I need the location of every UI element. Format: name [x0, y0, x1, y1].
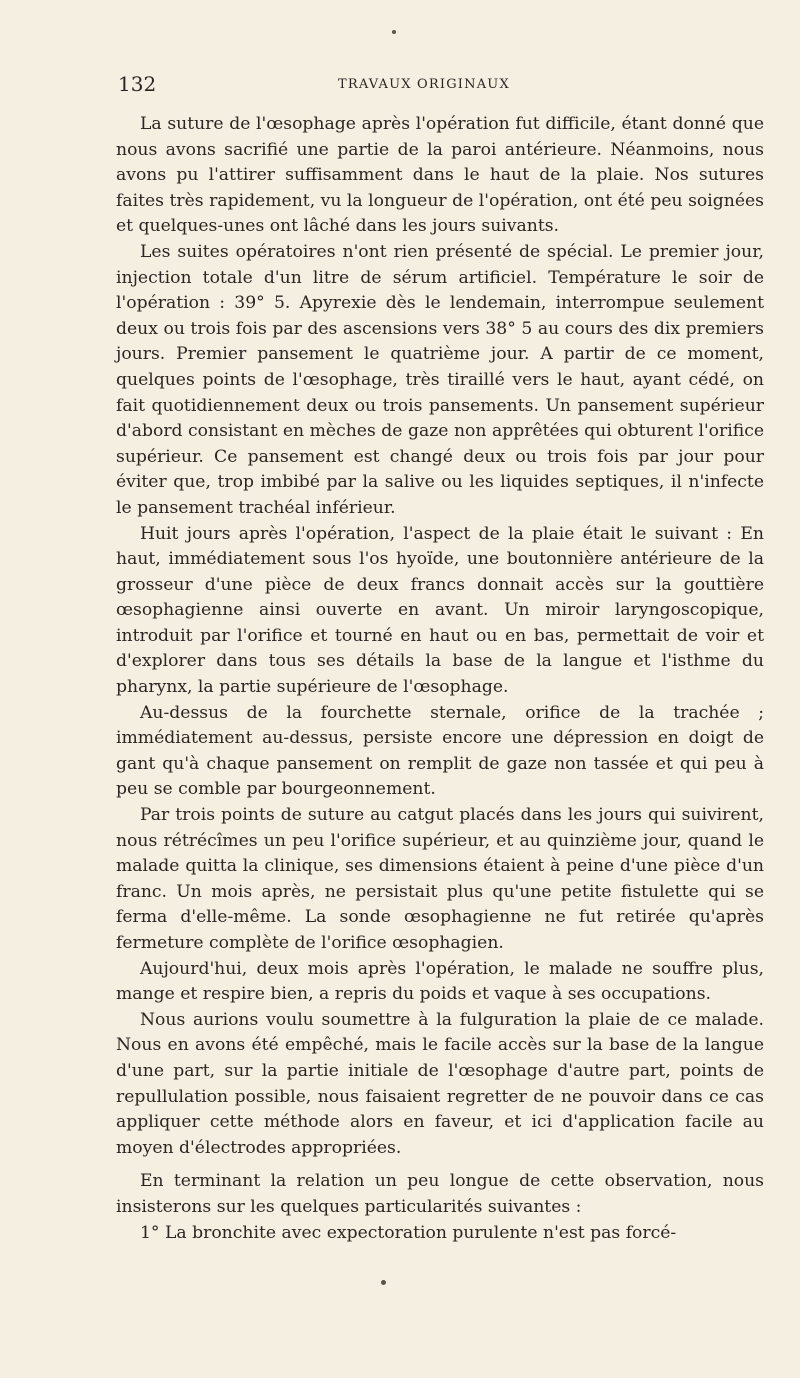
paragraph-points-de-suture: Par trois points de suture au catgut placés dans les jours qui suivirent, nous rétrécîmes un peu l'orifice supérieur, et au quinzième jour, quand le malade quitta la clinique, ses dimensions étaient à peine d'une pièce d'un franc. Un mois après, ne persistait plus qu'une petite fistulette qui se ferma d'elle-même. La sonde œsophagienne ne fut retirée qu'après fermeture complète de l'orifice œsophagien.: [116, 805, 764, 953]
running-title: TRAVAUX ORIGINAUX: [338, 77, 510, 92]
paragraph-huit-jours: Huit jours après l'opération, l'aspect de la plaie était le suivant : En haut, immédiatement sous l'os hyoïde, une boutonnière antérieure de la grosseur d'une pièce de deux francs donnait accès sur la gouttière œsophagienne ainsi ouverte en avant. Un miroir laryngoscopique, introduit par l'orifice et tourné en haut ou en bas, permettait de voir et d'explorer dans tous ses détails la base de la langue et l'isthme du pharynx, la partie supérieure de l'œsophage.: [116, 523, 764, 698]
body-text: [116, 112, 764, 1246]
paragraph-fourchette-sternale: Au-dessus de la fourchette sternale, orifice de la trachée ; immédiatement au-dessus, persiste encore une dépression en doigt de gant qu'à chaque pansement on remplit de gaze non tassée et qui peu à peu se comble par bourgeonnement.: [116, 702, 764, 800]
paragraph-en-terminant: En terminant la relation un peu longue de cette observation, nous insisterons sur les quelques particularités suivantes :: [116, 1171, 764, 1217]
paragraph-suites-operatoires: Les suites opératoires n'ont rien présenté de spécial. Le premier jour, injection totale d'un litre de sérum artificiel. Température le soir de l'opération : 39° 5. Apyrexie dès le lendemain, interrompue seulement deux ou trois fois par des ascensions vers 38° 5 au cours des dix premiers jours. Premier pansement le quatrième jour. A partir de ce moment, quelques points de l'œsophage, très tiraillé vers le haut, ayant cédé, on fait quotidiennement deux ou trois pansements. Un pansement supérieur d'abord consistant en mèches de gaze non apprêtées qui obturent l'orifice supérieur. Ce pansement est changé deux ou trois fois par jour pour éviter que, trop imbibé par la salive ou les liquides septiques, il n'infecte le pansement trachéal inférieur.: [116, 241, 764, 518]
paragraph-suture: La suture de l'œsophage après l'opération fut difficile, étant donné que nous avons sacrifié une partie de la paroi antérieure. Néanmoins, nous avons pu l'attirer suffisamment dans le haut de la plaie. Nos sutures faites très rapidement, vu la longueur de l'opération, ont été peu soignées et quelques-unes ont lâché dans les jours suivants.: [116, 114, 764, 237]
page-number: 132: [118, 72, 157, 96]
paragraph-fulguration: Nous aurions voulu soumettre à la fulguration la plaie de ce malade. Nous en avons été empêché, mais le facile accès sur la base de la langue d'une part, sur la partie initiale de l'œsophage d'autre part, points de repullulation possible, nous faisaient regretter de ne pouvoir dans ce cas appliquer cette méthode alors en faveur, et ici d'application facile au moyen d'électrodes appropriées.: [116, 1009, 764, 1158]
page-header: [118, 72, 758, 102]
printing-speck-bottom: [381, 1280, 386, 1285]
printing-speck: [392, 30, 396, 34]
paragraph-point-1: 1° La bronchite avec expectoration purulente n'est pas forcé-: [140, 1222, 677, 1243]
paragraph-aujourd-hui: Aujourd'hui, deux mois après l'opération, le malade ne souffre plus, mange et respire bien, a repris du poids et vaque à ses occupations.: [116, 958, 764, 1005]
